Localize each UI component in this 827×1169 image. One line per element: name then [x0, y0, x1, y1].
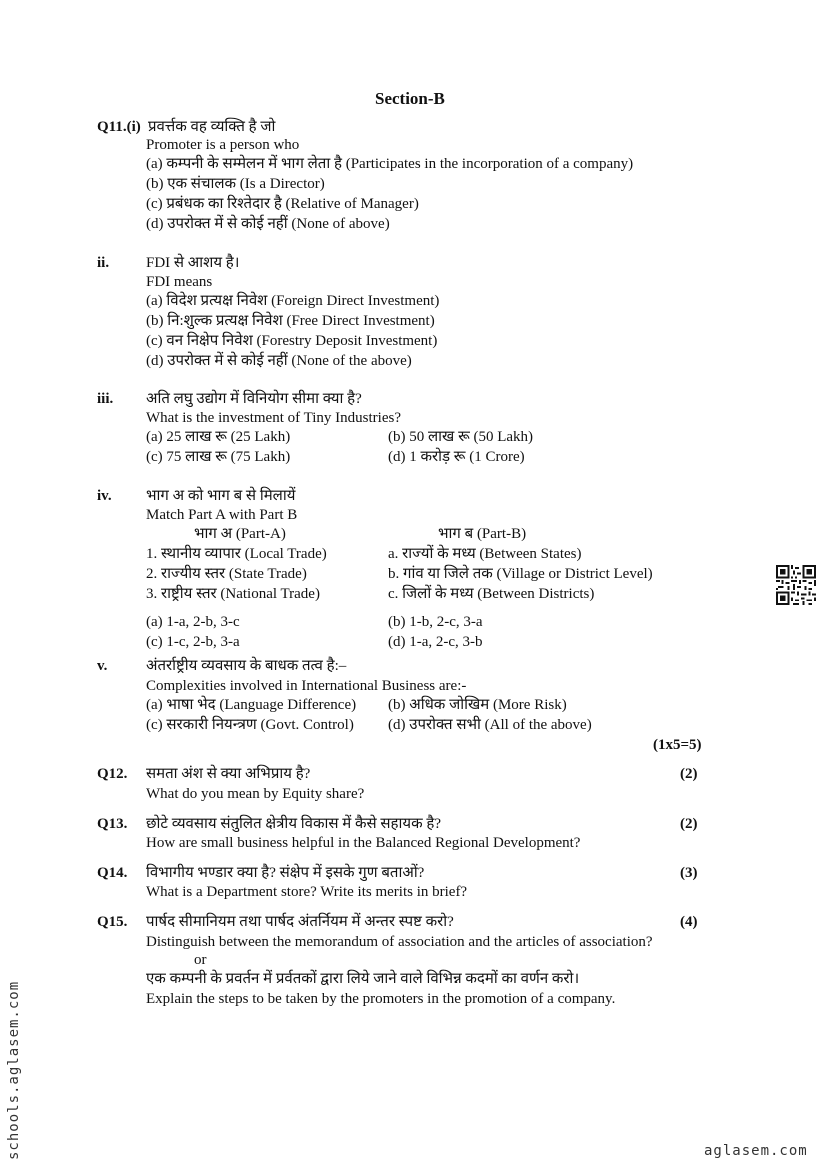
question-number: Q13. — [97, 816, 128, 832]
option: (a) 1-a, 2-b, 3-c — [146, 614, 240, 630]
part-b-header: भाग ब (Part-B) — [438, 526, 527, 542]
section-title: Section-B — [375, 89, 445, 108]
option: (d) 1-a, 2-c, 3-b — [388, 634, 483, 650]
question-english: Distinguish between the memorandum of association and the articles of association? — [146, 934, 653, 950]
question-number: iv. — [97, 488, 112, 504]
question-hindi-alt: एक कम्पनी के प्रवर्तन में प्रर्वतकों द्वारा लिये जाने वाले विभिन्न कदमों का वर्णन करो। — [146, 971, 580, 987]
question-english: What is the investment of Tiny Industries? — [146, 410, 401, 426]
match-item-a: 3. राष्ट्रीय स्तर (National Trade) — [146, 586, 320, 602]
option: (d) उपरोक्त में से कोई नहीं (None of the above) — [146, 353, 412, 369]
footer-watermark: aglasem.com — [704, 1143, 808, 1159]
option: (d) उपरोक्त सभी (All of the above) — [388, 717, 592, 733]
question-english: Match Part A with Part B — [146, 507, 298, 523]
question-hindi: समता अंश से क्या अभिप्राय है? — [146, 766, 311, 782]
match-item-a: 2. राज्यीय स्तर (State Trade) — [146, 566, 307, 582]
option: (a) कम्पनी के सम्मेलन में भाग लेता है (Participates in the incorporation of a company) — [146, 156, 634, 172]
option: (b) एक संचालक (Is a Director) — [146, 176, 325, 192]
question-hindi: अति लघु उद्योग में विनियोग सीमा क्या है? — [146, 391, 362, 407]
question-hindi: विभागीय भण्डार क्या है? संक्षेप में इसके गुण बताओं? — [146, 865, 425, 881]
option: (b) 50 लाख रू (50 Lakh) — [388, 429, 534, 445]
question-english-alt: Explain the steps to be taken by the promoters in the promotion of a company. — [146, 991, 616, 1007]
question-hindi: भाग अ को भाग ब से मिलायें — [146, 488, 296, 504]
marks: (4) — [680, 914, 698, 930]
option: (c) 75 लाख रू (75 Lakh) — [146, 449, 291, 465]
part-a-header: भाग अ (Part-A) — [194, 526, 286, 542]
question-hindi: प्रवर्त्तक वह व्यक्ति है जो — [148, 119, 276, 135]
option: (a) 25 लाख रू (25 Lakh) — [146, 429, 291, 445]
question-english: What is a Department store? Write its merits in brief? — [146, 884, 468, 900]
option: (d) 1 करोड़ रू (1 Crore) — [388, 449, 525, 465]
question-number: ii. — [97, 255, 110, 271]
marks: (3) — [680, 865, 698, 881]
option: (b) नि:शुल्क प्रत्यक्ष निवेश (Free Direct Investment) — [146, 313, 435, 329]
or-separator: or — [194, 952, 207, 968]
qr-code-icon — [776, 565, 816, 605]
question-hindi: अंतर्राष्ट्रीय व्यवसाय के बाधक तत्व है:– — [146, 658, 347, 674]
option: (c) प्रबंधक का रिश्तेदार है (Relative of Manager) — [146, 196, 419, 212]
option: (a) भाषा भेद (Language Difference) — [146, 697, 357, 713]
marks: (2) — [680, 816, 698, 832]
question-hindi: छोटे व्यवसाय संतुलित क्षेत्रीय विकास में कैसे सहायक है? — [146, 816, 442, 832]
option: (d) उपरोक्त में से कोई नहीं (None of above) — [146, 216, 390, 232]
side-watermark: schools.aglasem.com — [6, 980, 22, 1160]
match-item-b: a. राज्यों के मध्य (Between States) — [388, 546, 582, 562]
question-english: What do you mean by Equity share? — [146, 786, 365, 802]
question-number: Q14. — [97, 865, 128, 881]
question-english: FDI means — [146, 274, 213, 290]
match-item-b: b. गांव या जिले तक (Village or District Level) — [388, 566, 653, 582]
question-number: Q12. — [97, 766, 128, 782]
option: (c) 1-c, 2-b, 3-a — [146, 634, 240, 650]
option: (c) वन निक्षेप निवेश (Forestry Deposit Investment) — [146, 333, 438, 349]
question-number: iii. — [97, 391, 114, 407]
marks: (2) — [680, 766, 698, 782]
match-item-b: c. जिलों के मध्य (Between Districts) — [388, 586, 595, 602]
match-item-a: 1. स्थानीय व्यापार (Local Trade) — [146, 546, 327, 562]
marks: (1x5=5) — [653, 737, 702, 753]
question-number: v. — [97, 658, 108, 674]
question-number: Q15. — [97, 914, 128, 930]
option: (b) 1-b, 2-c, 3-a — [388, 614, 483, 630]
question-english: How are small business helpful in the Balanced Regional Development? — [146, 835, 581, 851]
question-english: Complexities involved in International Business are:- — [146, 678, 467, 694]
question-english: Promoter is a person who — [146, 137, 300, 153]
option: (c) सरकारी नियन्त्रण (Govt. Control) — [146, 717, 354, 733]
question-hindi: पार्षद सीमानियम तथा पार्षद अंतर्नियम में अन्तर स्पष्ट करो? — [146, 914, 454, 930]
question-hindi: FDI से आशय है। — [146, 255, 240, 271]
option: (a) विदेश प्रत्यक्ष निवेश (Foreign Direct Investment) — [146, 293, 440, 309]
question-number: Q11.(i) — [97, 119, 141, 135]
option: (b) अधिक जोखिम (More Risk) — [388, 697, 567, 713]
